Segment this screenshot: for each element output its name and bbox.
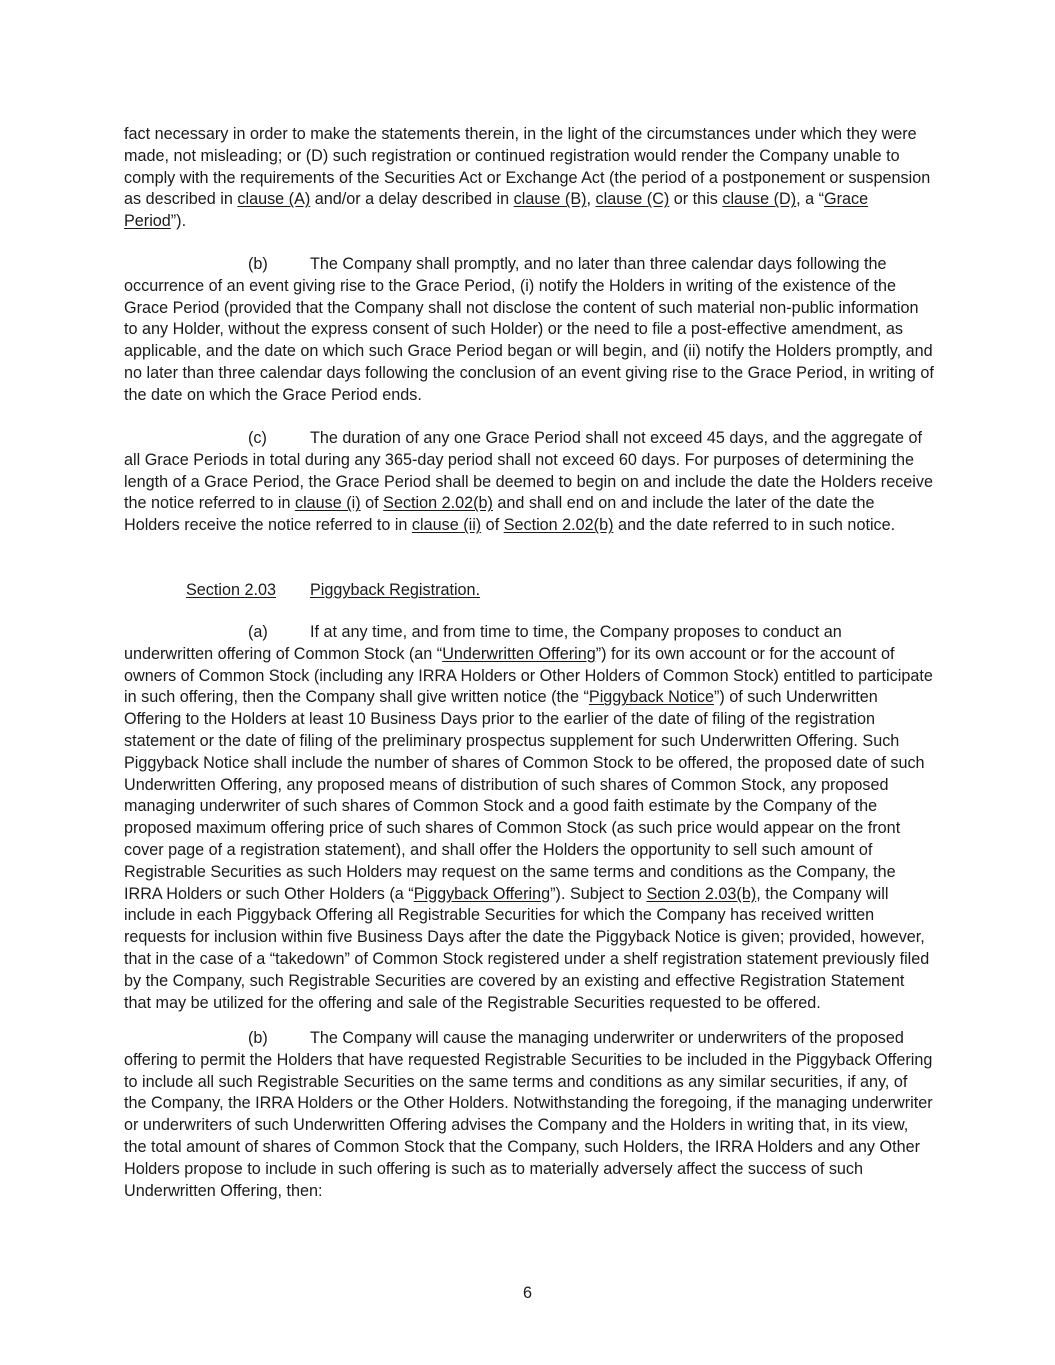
section-number: Section 2.03 (186, 581, 276, 599)
clause-ii-reference: clause (ii) (411, 516, 482, 535)
section-2-02-b-reference: Section 2.02(b) (503, 516, 614, 535)
text: The duration of any one Grace Period shall not exceed 45 days, and the aggregate of all Grace Periods in total during any 365-day period shall not exceed 60 days. For purposes of determining the length of a Grace Period, the Grace Period shall be deemed to begin on and include the date the Holders receive the notice referred to in (124, 429, 933, 513)
text: , the Company will include in each Piggyback Offering all Registrable Securities for which the Company has received written requests for inclusion within five Business Days after the date the Piggyback Notice is given; provided, however, that in the case of a “takedown” of Common Stock registered under a shelf registration statement previously filed by the Company, such Registrable Securities are covered by an existing and effective Registration Statement that may be utilized for the offering and sale of the Registrable Securities requested to be offered. (124, 884, 930, 1012)
text: of (481, 516, 504, 535)
clause-c-reference: clause (C) (595, 190, 670, 209)
text: ”) of such Underwritten Offering to the Holders at least 10 Business Days prior to the earlier of the date of filing of the registration statement or the date of filing of the preliminary prospectus supplement for such Underwritten Offering. Such Piggyback Notice shall include the number of shares of Common Stock to be offered, the proposed date of such Underwritten Offering, any proposed means of distribution of such shares of Common Stock, any proposed managing underwriter of such shares of Common Stock and a good faith estimate by the Company of the proposed maximum offering price of such shares of Common Stock (as such price would appear on the front cover page of a registration statement), and shall offer the Holders the opportunity to sell such amount of Registrable Securities as such Holders may request on the same terms and conditions as the Company, the IRRA Holders or such Other Holders (a “ (124, 688, 925, 903)
paragraph-label: (a) (248, 623, 268, 641)
text: and shall end on and include the later of the date the Holders receive the notice referred to in (124, 494, 875, 535)
text: ”) for its own account or for the account of owners of Common Stock (including any IRRA Holders or Other Holders of Common Stock) entitled to participate in such offering, then the Company shall give written notice (the “ (124, 644, 933, 707)
paragraph-2-03-b (124, 1028, 934, 1202)
text: fact necessary in order to make the statements therein, in the light of the circumstances under which they were made, not misleading; or (D) such registration or continued registration would render the Company unable to comply with the requirements of the Securities Act or Exchange Act (the period of a postponement or suspension as described in (124, 125, 931, 209)
paragraph-grace-period-definition (124, 124, 934, 233)
clause-i-reference: clause (i) (294, 494, 361, 513)
paragraph-2-03-a (124, 622, 934, 1014)
section-2-02-b-reference: Section 2.02(b) (383, 494, 493, 513)
defined-term-underwritten-offering: Underwritten Offering (442, 644, 596, 663)
text: If at any time, and from time to time, the Company proposes to conduct an underwritten offering of Common Stock (an “ (124, 623, 842, 663)
page-number: 6 (522, 1284, 532, 1302)
paragraph-label: (c) (248, 429, 267, 447)
text: or this (669, 190, 723, 209)
paragraph-text: The Company shall promptly, and no later than three calendar days following the occurrence of an event giving rise to the Grace Period, (i) notify the Holders in writing of the existence of the Grace Period (provided that the Company shall not disclose the content of such material non-public information to any Holder, without the express consent of such Holder) or the need to file a post-effective amendment, as applicable, and the date on which such Grace Period began or will begin, and (ii) notify the Holders promptly, and no later than three calendar days following the conclusion of an event giving rise to the Grace Period, in writing of the date on which the Grace Period ends. (124, 255, 934, 404)
text: , a “ (796, 190, 825, 209)
text: and/or a delay described in (310, 190, 514, 209)
paragraph-2-02-c (124, 428, 934, 537)
text: , (586, 190, 596, 209)
paragraph-text: The Company will cause the managing underwriter or underwriters of the proposed offering to permit the Holders that have requested Registrable Securities to be included in the Piggyback Offering to include all such Registrable Securities on the same terms and conditions as any similar securities, if any, of the Company, the IRRA Holders or the Other Holders. Notwithstanding the foregoing, if the managing underwriter or underwriters of such Underwritten Offering advises the Company and the Holders in writing that, in its view, the total amount of shares of Common Stock that the Company, such Holders, the IRRA Holders and any Other Holders propose to include in such offering is such as to materially adversely affect the success of such Underwritten Offering, then: (124, 1029, 933, 1200)
text: ”). (170, 212, 187, 231)
section-heading-2-03 (186, 580, 480, 602)
text: of (360, 494, 384, 513)
text: and the date referred to in such notice. (613, 516, 896, 535)
clause-d-reference: clause (D) (722, 190, 797, 209)
paragraph-2-02-b (124, 254, 934, 407)
section-title: Piggyback Registration. (310, 581, 481, 599)
defined-term-piggyback-offering: Piggyback Offering (413, 884, 551, 903)
paragraph-label: (b) (248, 255, 268, 273)
section-2-03-b-reference: Section 2.03(b) (646, 884, 757, 903)
defined-term-piggyback-notice: Piggyback Notice (588, 688, 714, 707)
clause-a-reference: clause (A) (237, 190, 311, 209)
text: ”). Subject to (550, 884, 647, 903)
defined-term-grace-period: Grace Period (124, 190, 869, 231)
clause-b-reference: clause (B) (513, 190, 587, 209)
paragraph-label: (b) (248, 1029, 268, 1047)
